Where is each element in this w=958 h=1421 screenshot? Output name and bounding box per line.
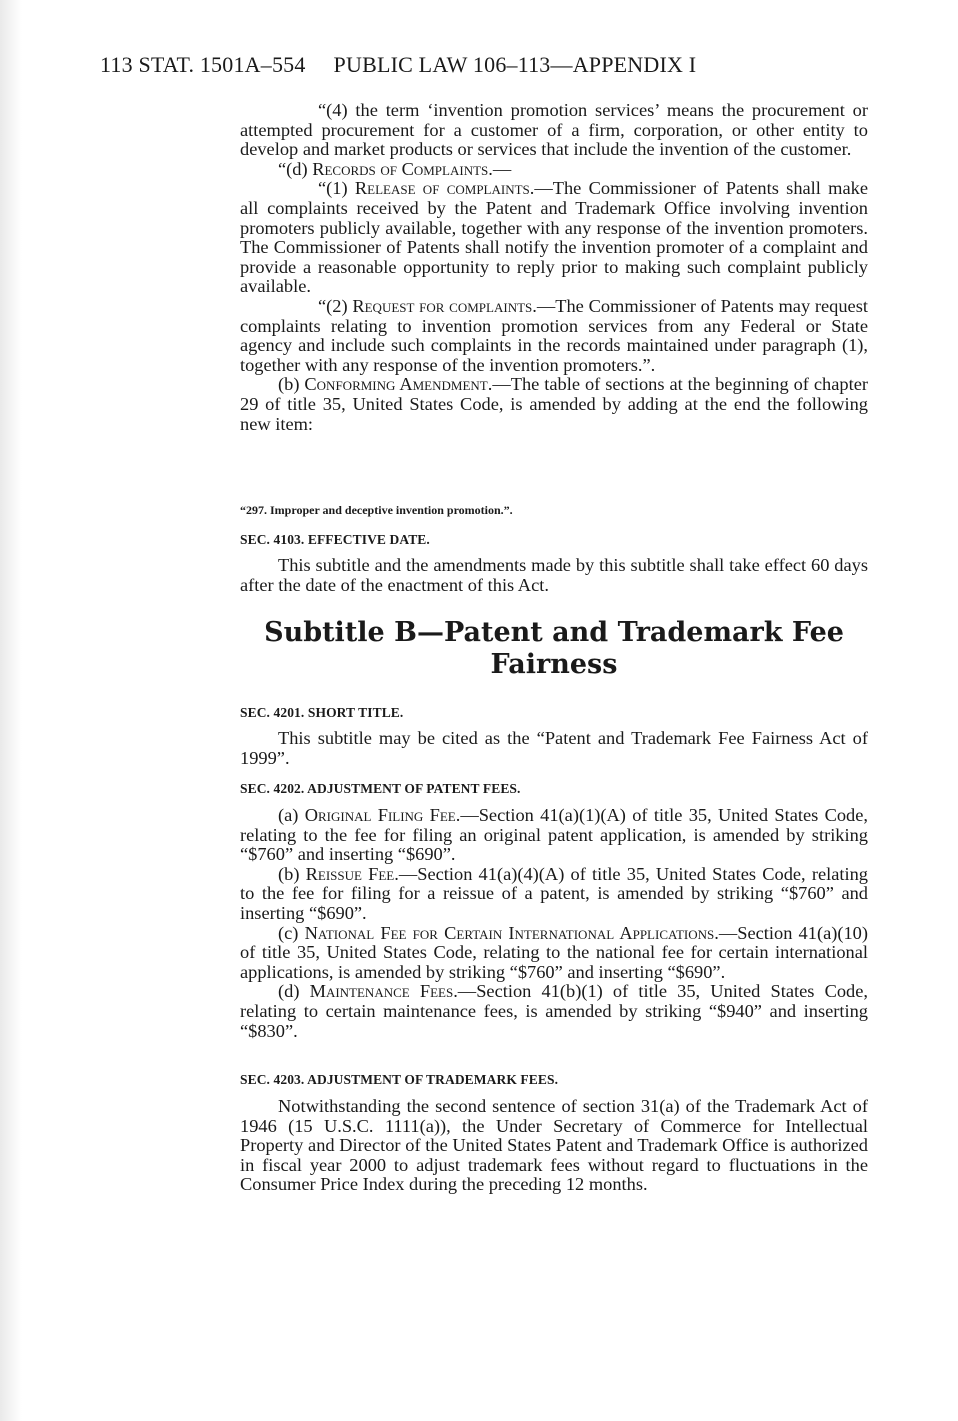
- reissue-fee-paragraph: (b) Reissue Fee.—Section 41(a)(4)(A) of title 35, United States Code, relating to the fee for filing for a reissue of a patent, is amended by striking “$760” and inserting “$690”.: [240, 863, 868, 923]
- conforming-amendment-paragraph: (b) Conforming Amendment.—The table of sections at the beginning of chapter 29 of title 35, United States Code, is amended by adding at the end the following new item:: [240, 374, 868, 434]
- running-header: [100, 52, 800, 78]
- sec-4201-body: This subtitle may be cited as the “Patent and Trademark Fee Fairness Act of 1999”.: [240, 728, 868, 768]
- sec-4203-heading: SEC. 4203. ADJUSTMENT OF TRADEMARK FEES.: [240, 1072, 559, 1087]
- national-fee-paragraph: (c) National Fee for Certain International Applications.—Section 41(a)(10) of title 35, United States Code, relating to the national fee for certain international applications, is amended by striking “$760” and inserting “$690”.: [240, 922, 868, 982]
- sec-4202-body: [240, 806, 868, 1041]
- sec-4201-heading: SEC. 4201. SHORT TITLE.: [240, 705, 404, 720]
- subtitle-heading: [240, 617, 868, 681]
- subsection-continuation: [240, 101, 868, 434]
- subtitle-line-2: Fairness: [490, 649, 618, 680]
- table-of-sections-item: “297. Improper and deceptive invention promotion.”.: [240, 503, 513, 517]
- request-for-complaints-paragraph: “(2) Request for complaints.—The Commissioner of Patents may request complaints relating to invention promotion services from any Federal or State agency and include such complaints in the records maintained under paragraph (1), together with any response of the invention promoters.”.: [240, 295, 868, 375]
- page-binding-shadow: [0, 0, 22, 1421]
- statute-page-citation: 113 STAT. 1501A–554: [100, 52, 306, 77]
- sec-4103-heading: SEC. 4103. EFFECTIVE DATE.: [240, 532, 430, 547]
- original-filing-fee-paragraph: (a) Original Filing Fee.—Section 41(a)(1)(A) of title 35, United States Code, relating to the fee for filing an original patent application, is amended by striking “$760” and inserting “$690”.: [240, 805, 868, 865]
- public-law-label: PUBLIC LAW 106–113—APPENDIX I: [333, 52, 697, 77]
- sec-4202-heading: SEC. 4202. ADJUSTMENT OF PATENT FEES.: [240, 781, 521, 796]
- subtitle-line-1: Subtitle B—Patent and Trademark Fee: [264, 617, 844, 648]
- records-of-complaints-heading: “(d) Records of Complaints.—: [278, 158, 512, 179]
- sec-4203-body: Notwithstanding the second sentence of section 31(a) of the Trademark Act of 1946 (15 U.S.C. 1111(a)), the Under Secretary of Commerce for Intellectual Property and Director of the United States Patent and Trademark Office is authorized in fiscal year 2000 to adjust trademark fees without regard to fluctuations in the Consumer Price Index during the preceding 12 months.: [240, 1096, 868, 1195]
- maintenance-fees-paragraph: (d) Maintenance Fees.—Section 41(b)(1) of title 35, United States Code, relating to certain maintenance fees, is amended by striking “$940” and inserting “$830”.: [240, 981, 868, 1041]
- paragraph-a4: “(4) the term ‘invention promotion services’ means the procurement or attempted procurement for a customer of a firm, corporation, or other entity to develop and market products or services that include the invention of the customer.: [240, 100, 868, 160]
- sec-4103-body: This subtitle and the amendments made by this subtitle shall take effect 60 days after the date of the enactment of this Act.: [240, 555, 868, 595]
- release-of-complaints-paragraph: “(1) Release of complaints.—The Commissioner of Patents shall make all complaints received by the Patent and Trademark Office involving invention promoters publicly available, together with any response of the invention promoters. The Commissioner of Patents shall notify the invention promoter of a complaint and provide a reasonable opportunity to reply prior to making such complaint publicly available.: [240, 178, 868, 297]
